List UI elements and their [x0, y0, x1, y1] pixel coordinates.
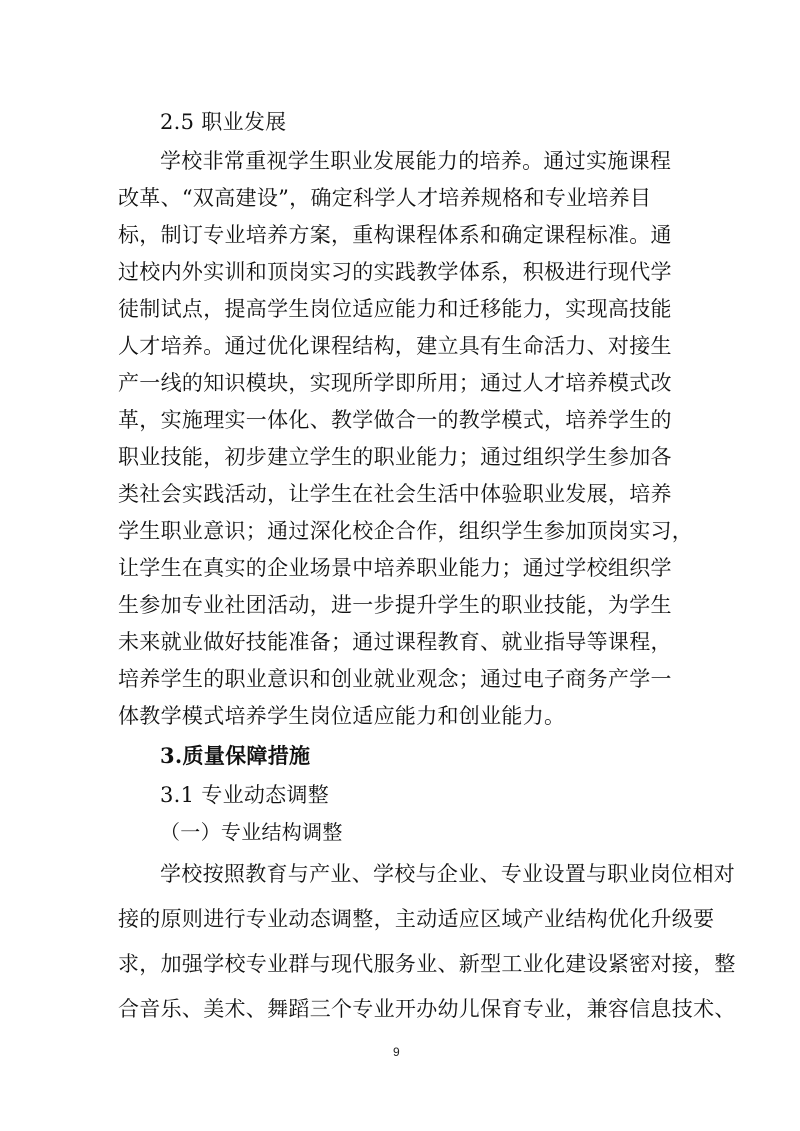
section-2-5-heading: 2.5 职业发展 — [160, 110, 287, 134]
paragraph-line: 让学生在真实的企业场景中培养职业能力；通过学校组织学 — [118, 556, 672, 580]
section-3-1-heading: 3.1 专业动态调整 — [160, 783, 330, 807]
paragraph-line: 革，实施理实一体化、教学做合一的教学模式，培养学生的 — [118, 408, 672, 432]
paragraph-line: 产一线的知识模块，实现所学即所用；通过人才培养模式改 — [118, 371, 672, 395]
page-number: 9 — [393, 1045, 400, 1059]
paragraph-line: 培养学生的职业意识和创业就业观念；通过电子商务产学一 — [118, 667, 672, 691]
paragraph-line: 徒制试点，提高学生岗位适应能力和迁移能力，实现高技能 — [118, 297, 672, 321]
paragraph-line: 学生职业意识；通过深化校企合作，组织学生参加顶岗实习， — [118, 519, 694, 543]
paragraph-line: 职业技能，初步建立学生的职业能力；通过组织学生参加各 — [118, 445, 672, 469]
subsection-heading: （一）专业结构调整 — [160, 820, 343, 844]
paragraph-line: 类社会实践活动，让学生在社会生活中体验职业发展，培养 — [118, 482, 672, 506]
paragraph-line: 接的原则进行专业动态调整，主动适应区域产业结构优化升级要 — [118, 907, 715, 931]
paragraph-line: 人才培养。通过优化课程结构，建立具有生命活力、对接生 — [118, 334, 672, 358]
paragraph-line: 生参加专业社团活动，进一步提升学生的职业技能，为学生 — [118, 593, 672, 617]
paragraph-line: 合音乐、美术、舞蹈三个专业开办幼儿保育专业，兼容信息技术、 — [118, 997, 736, 1021]
paragraph-line: 标，制订专业培养方案，重构课程体系和确定课程标准。通 — [118, 223, 672, 247]
paragraph-line: 求，加强学校专业群与现代服务业、新型工业化建设紧密对接，整 — [118, 952, 736, 976]
paragraph-line: 过校内外实训和顶岗实习的实践教学体系，积极进行现代学 — [118, 260, 672, 284]
paragraph-line: 改革、“双高建设”，确定科学人才培养规格和专业培养目 — [118, 186, 652, 210]
paragraph-line: 体教学模式培养学生岗位适应能力和创业能力。 — [118, 704, 566, 728]
paragraph-line: 学校非常重视学生职业发展能力的培养。通过实施课程 — [160, 149, 672, 173]
section-3-heading: 3.质量保障措施 — [160, 743, 311, 768]
paragraph-line: 学校按照教育与产业、学校与企业、专业设置与职业岗位相对 — [160, 862, 736, 886]
paragraph-line: 未来就业做好技能准备；通过课程教育、就业指导等课程， — [118, 630, 672, 654]
